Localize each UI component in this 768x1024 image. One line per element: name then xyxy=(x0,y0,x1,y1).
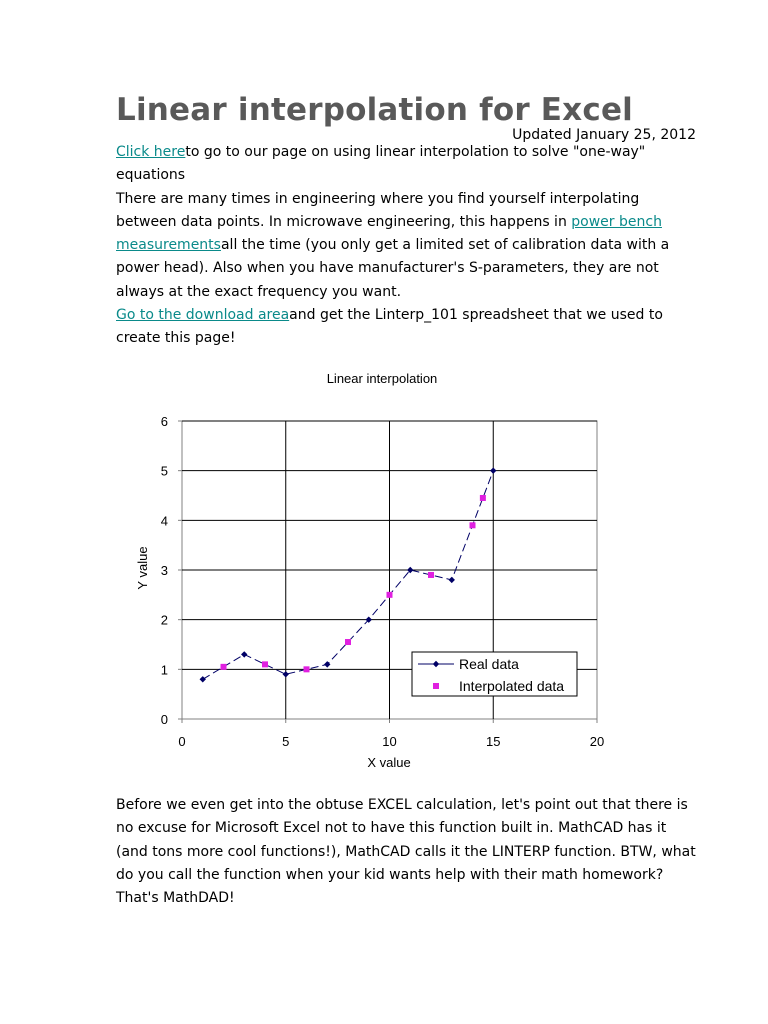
paragraph-engineering xyxy=(116,188,696,304)
interpolated-data-point xyxy=(221,664,227,670)
power-bench-link[interactable]: power bench measurements xyxy=(116,213,662,254)
legend-interpolated-marker xyxy=(433,683,439,689)
y-tick-label: 0 xyxy=(160,712,168,727)
interpolated-data-point xyxy=(428,572,434,578)
document-body xyxy=(116,88,696,351)
click-here-link[interactable]: Click here xyxy=(116,144,186,160)
legend-real-label: Real data xyxy=(459,656,519,672)
paragraph-mathcad: Before we even get into the obtuse EXCEL calculation, let's point out that there is no excuse for Microsoft Excel not to have this function built in. MathCAD has it (and tons more cool functions!), MathCAD calls it the LINTERP function. BTW, what do you call the function when your kid wants help with their math homework? That's MathDAD! xyxy=(116,797,696,907)
paragraph-download-text: and get the Linterp_101 spreadsheet that we used to create this page! xyxy=(116,307,663,347)
interpolated-data-point xyxy=(262,661,268,667)
x-tick-label: 0 xyxy=(178,734,186,749)
chart-x-label: X value xyxy=(367,755,411,770)
interpolated-data-point xyxy=(345,639,351,645)
interpolated-data-point xyxy=(387,592,393,598)
interpolated-data-point xyxy=(470,522,476,528)
y-tick-label: 5 xyxy=(160,463,168,479)
y-tick-label: 1 xyxy=(160,662,168,678)
chart-y-label: Y value xyxy=(135,546,150,590)
document-body-bottom xyxy=(116,794,696,910)
paragraph-intro-text: to go to our page on using linear interpolation to solve "one-way" equations xyxy=(116,144,646,184)
interpolated-data-point xyxy=(304,666,310,672)
page-title: Linear interpolation for Excel xyxy=(116,92,634,128)
paragraph-engineering-text-after: all the time (you only get a limited set of calibration data with a power head). Also when you have manufacturer's S-parameters, they are not always at the exact frequency you want. xyxy=(116,237,670,300)
y-tick-label: 6 xyxy=(160,414,168,429)
legend-interpolated-label: Interpolated data xyxy=(459,678,565,694)
updated-date: Updated January 25, 2012 xyxy=(512,127,696,143)
paragraph-engineering-text-before: There are many times in engineering where you find yourself interpolating between data points. In microwave engineering, this happens in xyxy=(116,190,640,230)
chart-container xyxy=(130,365,610,775)
interpolation-chart xyxy=(130,365,610,775)
download-area-link[interactable]: Go to the download area xyxy=(116,307,290,324)
interpolated-data-point xyxy=(480,495,486,501)
y-tick-label: 3 xyxy=(160,563,168,578)
paragraph-intro xyxy=(116,141,696,188)
chart-title: Linear interpolation xyxy=(326,371,438,386)
y-tick-label: 4 xyxy=(160,513,168,529)
y-tick-label: 2 xyxy=(160,612,168,628)
x-tick-label: 15 xyxy=(486,734,501,749)
x-tick-label: 20 xyxy=(589,734,605,749)
x-tick-label: 5 xyxy=(282,734,290,749)
x-tick-label: 10 xyxy=(382,734,397,749)
paragraph-download xyxy=(116,304,696,351)
